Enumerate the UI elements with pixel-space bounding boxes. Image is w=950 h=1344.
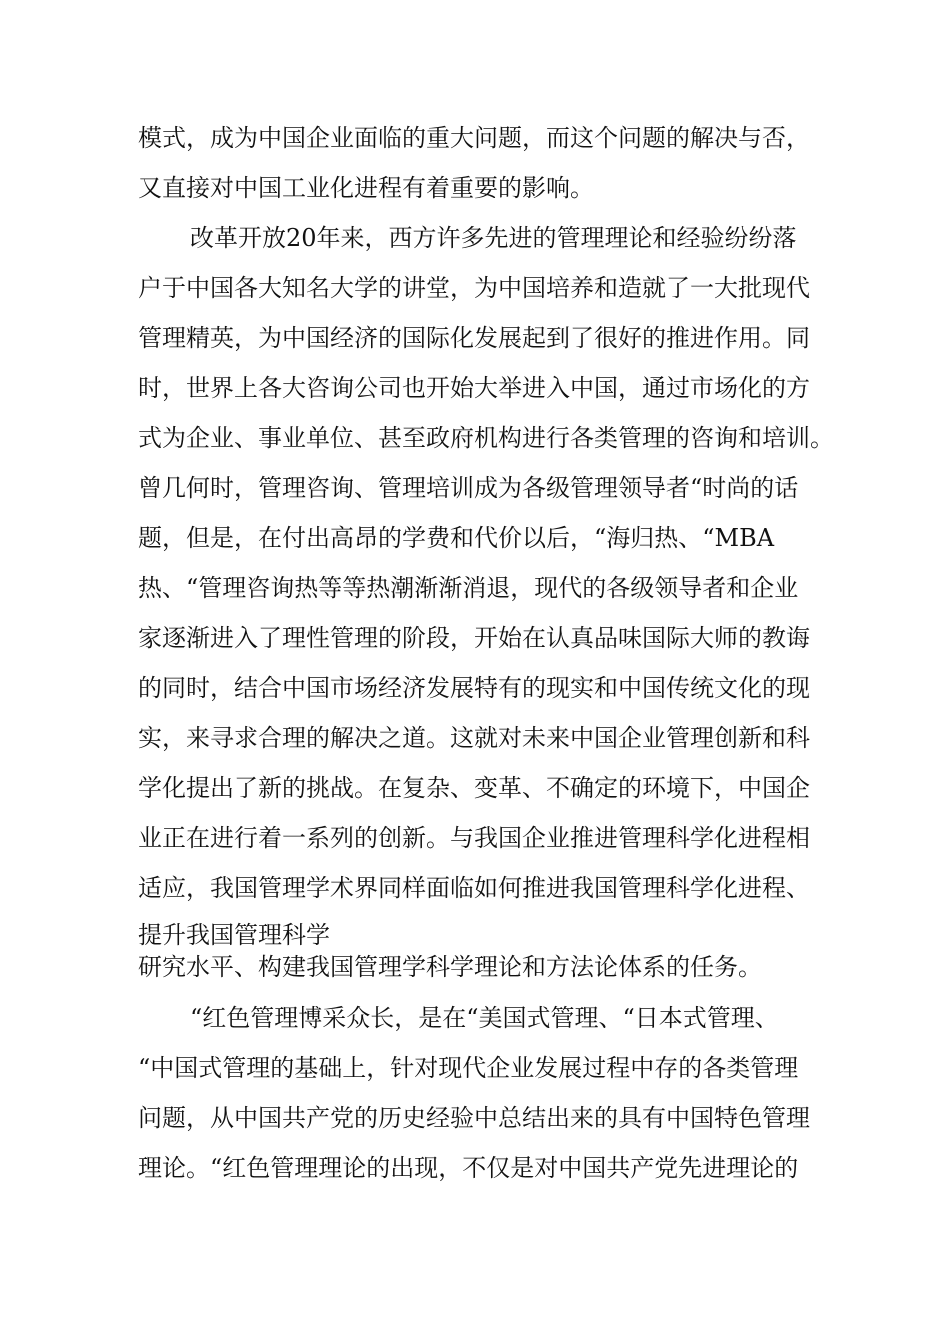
text-line: 题，但是，在付出高昂的学费和代价以后，“海归热、“MBA (138, 524, 775, 552)
text-line: 户于中国各大知名大学的讲堂，为中国培养和造就了一大批现代 (138, 274, 810, 302)
text-line: 研究水平、构建我国管理学科学理论和方法论体系的任务。 (138, 953, 762, 981)
text-line: 的同时，结合中国市场经济发展特有的现实和中国传统文化的现 (138, 674, 810, 702)
text-line: 管理精英，为中国经济的国际化发展起到了很好的推进作用。同 (138, 324, 810, 352)
paragraph-first-line: 改革开放20年来，西方许多先进的管理理论和经验纷纷落 (190, 224, 797, 252)
paragraph-first-line: “红色管理博采众长，是在“美国式管理、“日本式管理、 (190, 1004, 779, 1032)
text-line: 实，来寻求合理的解决之道。这就对未来中国企业管理创新和科 (138, 724, 810, 752)
text-line: 又直接对中国工业化进程有着重要的影响。 (138, 174, 594, 202)
text-line: 曾几何时，管理咨询、管理培训成为各级管理领导者“时尚的话 (138, 474, 799, 502)
text-line: 时，世界上各大咨询公司也开始大举进入中国，通过市场化的方 (138, 374, 810, 402)
text-line: 适应，我国管理学术界同样面临如何推进我国管理科学化进程、 (138, 874, 810, 902)
text-line: 模式，成为中国企业面临的重大问题，而这个问题的解决与否， (138, 124, 810, 152)
text-line: 理论。“红色管理理论的出现，不仅是对中国共产党先进理论的 (138, 1154, 799, 1182)
text-line: 家逐渐进入了理性管理的阶段，开始在认真品味国际大师的教诲 (138, 624, 810, 652)
text-line: 学化提出了新的挑战。在复杂、变革、不确定的环境下，中国企 (138, 774, 810, 802)
text-line: 业正在进行着一系列的创新。与我国企业推进管理科学化进程相 (138, 824, 810, 852)
text-line: “中国式管理的基础上，针对现代企业发展过程中存的各类管理 (138, 1054, 799, 1082)
text-line: 问题，从中国共产党的历史经验中总结出来的具有中国特色管理 (138, 1104, 810, 1132)
text-line: 热、“管理咨询热等等热潮渐渐消退，现代的各级领导者和企业 (138, 574, 799, 602)
text-line: 式为企业、事业单位、甚至政府机构进行各类管理的咨询和培训。 (138, 424, 834, 452)
text-line: 提升我国管理科学 (138, 921, 330, 949)
